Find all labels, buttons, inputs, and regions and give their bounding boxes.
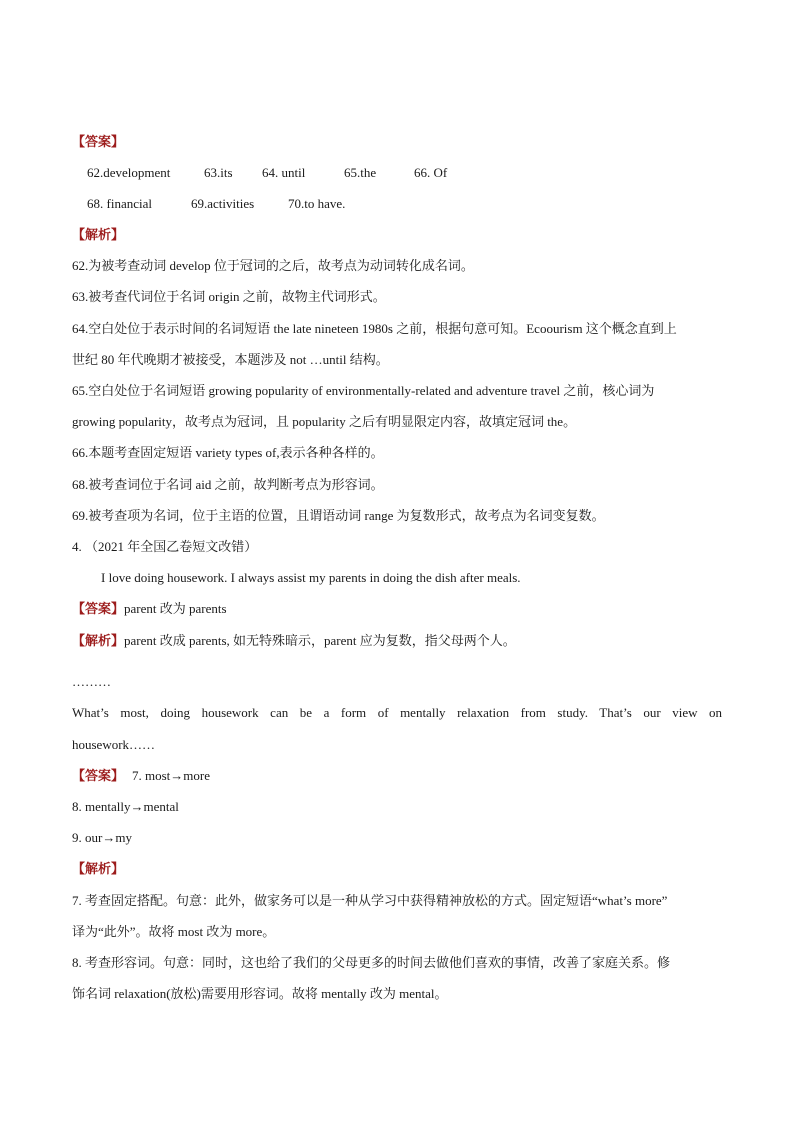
passage-word: doing bbox=[160, 705, 191, 720]
analysis-line: 66.本题考查固定短语 variety types of,表示各种各样的。 bbox=[72, 445, 384, 460]
answer-text-2: parent 改为 parents bbox=[124, 601, 227, 616]
answer-8: 8. mentally→mental bbox=[72, 799, 179, 814]
analysis-label-1: 【解析】 bbox=[72, 227, 125, 242]
analysis-line: 64.空白处位于表示时间的名词短语 the late nineteen 1980s 之前，根据句意可知。Ecoourism 这个概念直到上 bbox=[72, 321, 677, 336]
passage-line-2: housework…… bbox=[72, 737, 156, 752]
analysis-label-3: 【解析】 bbox=[72, 861, 125, 876]
analysis-line: 63.被考查代词位于名词 origin 之前，故物主代词形式。 bbox=[72, 289, 386, 304]
analysis-line: 68.被考查词位于名词 aid 之前，故判断考点为形容词。 bbox=[72, 477, 384, 492]
analysis-line: 8. 考查形容词。句意：同时，这也给了我们的父母更多的时间去做他们喜欢的事情，改善了家庭关系。修 bbox=[72, 955, 671, 970]
analysis-line: 7. 考查固定搭配。句意：此外，做家务可以是一种从学习中获得精神放松的方式。固定短语“what’s more” bbox=[72, 893, 668, 908]
analysis-text-2: parent 改成 parents, 如无特殊暗示，parent 应为复数，指父母两个人。 bbox=[124, 633, 516, 648]
answer-68: 68. financial bbox=[87, 196, 152, 211]
answer-62: 62.development bbox=[87, 165, 171, 180]
answer-9: 9. our→my bbox=[72, 830, 132, 845]
passage-word: most, bbox=[120, 705, 149, 720]
question-heading: 4. （2021 年全国乙卷短文改错） bbox=[72, 539, 258, 554]
answer-label-1: 【答案】 bbox=[72, 134, 125, 149]
passage-word: be bbox=[299, 705, 313, 720]
answer-row-3 bbox=[72, 768, 210, 784]
passage-word: mentally bbox=[400, 705, 446, 720]
answer-label-3: 【答案】 bbox=[72, 768, 125, 783]
passage-word: from bbox=[520, 705, 546, 720]
analysis-line: 65.空白处位于名词短语 growing popularity of environmentally-related and adventure travel 之前，核心词为 bbox=[72, 383, 655, 398]
answer-70: 70.to have. bbox=[288, 196, 346, 211]
passage-word: relaxation bbox=[457, 705, 510, 720]
question-passage: I love doing housework. I always assist my parents in doing the dish after meals. bbox=[101, 570, 521, 585]
passage-word: view bbox=[672, 705, 698, 720]
analysis-line: 饰名词 relaxation(放松)需要用形容词。故将 mentally 改为 mental。 bbox=[72, 986, 448, 1001]
analysis-label-2: 【解析】 bbox=[72, 633, 125, 648]
passage-word: What’s bbox=[72, 705, 109, 720]
passage-word: housework bbox=[201, 705, 259, 720]
passage-word: form bbox=[340, 705, 367, 720]
answer-69: 69.activities bbox=[191, 196, 255, 211]
answer-7: 7. most→more bbox=[132, 768, 211, 783]
answer-row-2 bbox=[72, 601, 227, 617]
analysis-line: 世纪 80 年代晚期才被接受，本题涉及 not …until 结构。 bbox=[72, 352, 389, 367]
passage-word: That’s bbox=[599, 705, 632, 720]
answer-66: 66. Of bbox=[414, 165, 448, 180]
passage-word: can bbox=[270, 705, 289, 720]
passage-line-1 bbox=[72, 705, 722, 721]
passage-word: of bbox=[377, 705, 389, 720]
answer-65: 65.the bbox=[344, 165, 377, 180]
answer-64: 64. until bbox=[262, 165, 306, 180]
analysis-line: growing popularity，故考点为冠词，且 popularity 之后有明显限定内容，故填定冠词 the。 bbox=[72, 414, 577, 429]
analysis-row-2 bbox=[72, 633, 516, 649]
ellipsis: ……… bbox=[72, 674, 111, 689]
answer-label-2: 【答案】 bbox=[72, 601, 125, 616]
passage-word: our bbox=[643, 705, 661, 720]
passage-word: study. bbox=[557, 705, 588, 720]
analysis-line: 译为“此外”。故将 most 改为 more。 bbox=[72, 924, 276, 939]
passage-word: on bbox=[709, 705, 723, 720]
analysis-line: 62.为被考查动词 develop 位于冠词的之后，故考点为动词转化成名词。 bbox=[72, 258, 474, 273]
passage-word: a bbox=[323, 705, 330, 720]
answer-63: 63.its bbox=[204, 165, 233, 180]
analysis-line: 69.被考查项为名词，位于主语的位置，且谓语动词 range 为复数形式，故考点为名词变复数。 bbox=[72, 508, 605, 523]
